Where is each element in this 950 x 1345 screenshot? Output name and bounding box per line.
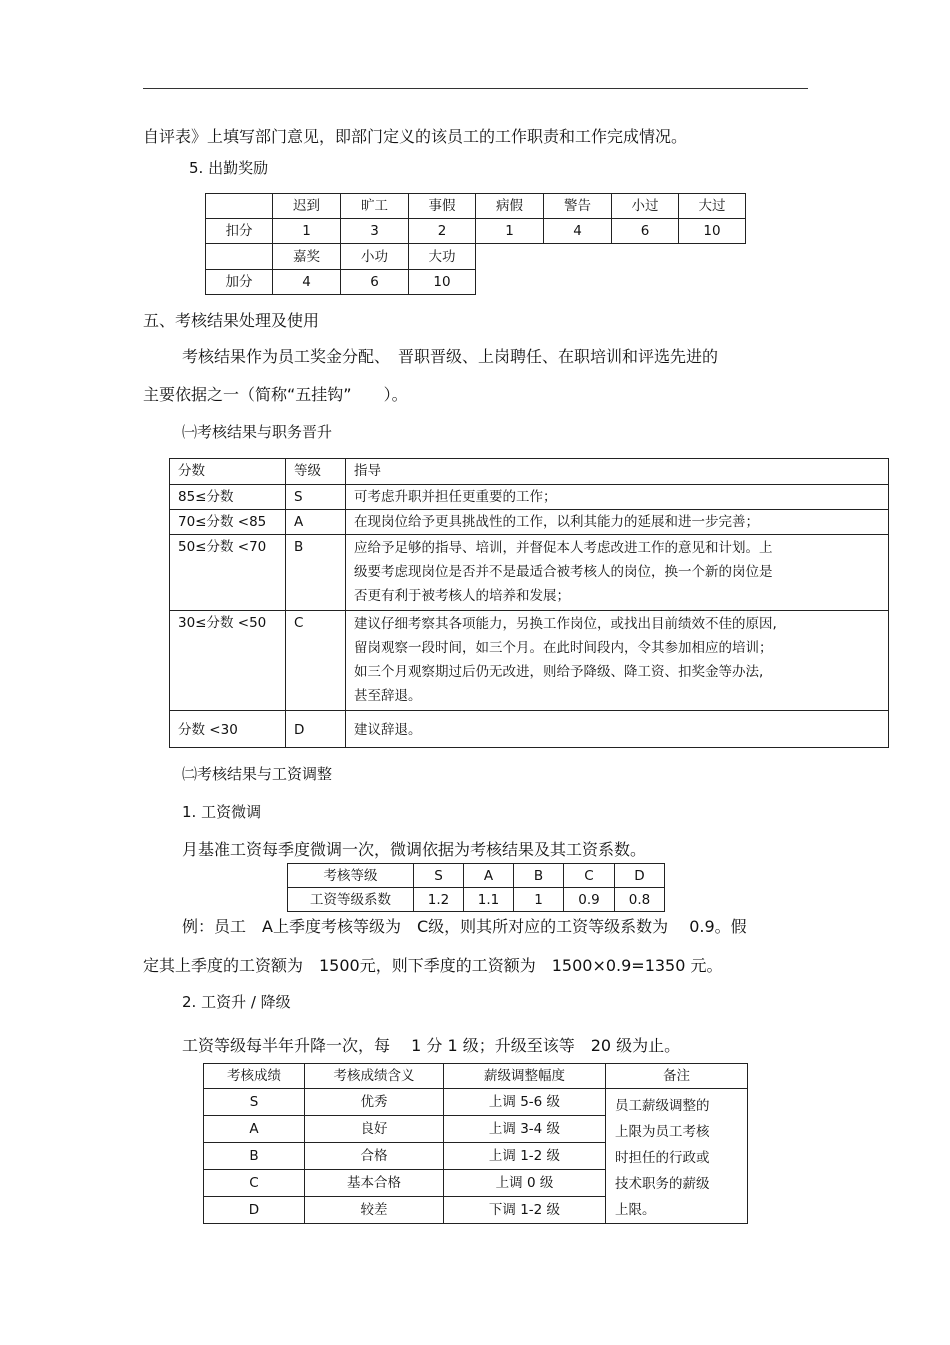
adjust-table — [203, 1063, 748, 1224]
salary-sub1-text: 月基准工资每季度微调一次，微调依据为考核结果及其工资系数。 — [182, 840, 647, 859]
header-rule — [143, 88, 808, 89]
table-cell: 小过 — [612, 194, 679, 219]
table-row — [170, 711, 889, 748]
table-cell: D — [286, 711, 346, 748]
table-cell: 优秀 — [305, 1089, 444, 1116]
attendance-row-header — [206, 194, 746, 219]
attendance-row-add — [206, 270, 746, 295]
guide-line: 否更有利于被考核人的培养和发展； — [354, 588, 570, 604]
table-cell: 合格 — [305, 1142, 444, 1169]
salary-sub2-text: 工资等级每半年升降一次，每 1 分 1 级；升级至该等 20 级为止。 — [182, 1036, 681, 1055]
note-line: 技术职务的薪级 — [615, 1176, 710, 1192]
table-cell: 旷工 — [341, 194, 409, 219]
table-cell: S — [286, 485, 346, 510]
table-cell: 良好 — [305, 1116, 444, 1142]
example-line1: 例：员工 A上季度考核等级为 C级，则其所对应的工资等级系数为 0.9。假 — [182, 917, 747, 936]
table-cell: 上调 1-2 级 — [444, 1142, 606, 1169]
promotion-table — [169, 458, 889, 748]
table-cell: 6 — [612, 219, 679, 244]
table-header: 备注 — [606, 1064, 748, 1089]
table-row — [170, 611, 889, 711]
table-cell: 警告 — [544, 194, 612, 219]
guide-line: 留岗观察一段时间，如三个月。在此时间段内，令其参加相应的培训； — [354, 640, 773, 656]
table-cell: 3 — [341, 219, 409, 244]
table-cell: 6 — [341, 270, 409, 295]
table-cell: 1.1 — [464, 888, 514, 912]
guide-line: 如三个月观察期过后仍无改进，则给予降级、降工资、扣奖金等办法, — [354, 664, 764, 680]
table-header: B — [514, 864, 564, 888]
table-cell — [346, 535, 889, 611]
table-cell — [346, 611, 889, 711]
table-cell: A — [286, 510, 346, 535]
attendance-row-header2 — [206, 244, 746, 270]
table-cell: 1 — [514, 888, 564, 912]
note-cell — [606, 1089, 748, 1224]
table-cell: 下调 1-2 级 — [444, 1196, 606, 1223]
table-cell: 4 — [273, 270, 341, 295]
table-cell: 4 — [544, 219, 612, 244]
table-row — [204, 1089, 748, 1116]
table-header: 考核成绩 — [204, 1064, 305, 1089]
table-cell: 上调 3-4 级 — [444, 1116, 606, 1142]
table-cell: 1.2 — [414, 888, 464, 912]
table-cell: 10 — [409, 270, 476, 295]
table-cell: 10 — [679, 219, 746, 244]
coef-header-row — [288, 864, 665, 888]
table-cell: 病假 — [476, 194, 544, 219]
table-header: 薪级调整幅度 — [444, 1064, 606, 1089]
table-cell: C — [286, 611, 346, 711]
attendance-table — [205, 193, 746, 295]
table-cell: 大过 — [679, 194, 746, 219]
table-header: 分数 — [170, 459, 286, 485]
table-cell: C — [204, 1170, 305, 1196]
table-cell: 迟到 — [273, 194, 341, 219]
note-line: 员工薪级调整的 — [615, 1098, 710, 1114]
table-cell — [206, 244, 273, 270]
guide-line: 应给予足够的指导、培训，并督促本人考虑改进工作的意见和计划。上 — [354, 540, 773, 556]
example-line2: 定其上季度的工资额为 1500元，则下季度的工资额为 1500×0.9=1350 元。 — [143, 956, 723, 975]
table-cell: 大功 — [409, 244, 476, 270]
guide-line: 级要考虑现岗位是否并不是最适合被考核人的岗位，换一个新的岗位是 — [354, 564, 773, 580]
guide-line: 建议仔细考察其各项能力，另换工作岗位，或找出目前绩效不佳的原因, — [354, 616, 777, 632]
table-cell: 70≤分数 <85 — [170, 510, 286, 535]
section5-heading: 五、考核结果处理及使用 — [143, 311, 320, 330]
table-row — [170, 485, 889, 510]
coef-value-row — [288, 888, 665, 912]
promotion-heading: ㈠考核结果与职务晋升 — [182, 423, 333, 441]
table-cell: 85≤分数 — [170, 485, 286, 510]
table-header: D — [615, 864, 665, 888]
table-cell: 50≤分数 <70 — [170, 535, 286, 611]
table-header: 考核成绩含义 — [305, 1064, 444, 1089]
table-header: 等级 — [286, 459, 346, 485]
coef-table — [287, 863, 665, 912]
intro-line: 自评表》上填写部门意见，即部门定义的该员工的工作职责和工作完成情况。 — [143, 127, 688, 146]
table-cell: 在现岗位给予更具挑战性的工作，以利其能力的延展和进一步完善； — [346, 510, 889, 535]
table-cell: 上调 0 级 — [444, 1170, 606, 1196]
table-header: S — [414, 864, 464, 888]
note-line: 时担任的行政或 — [615, 1150, 710, 1166]
section5-para-line1: 考核结果作为员工奖金分配、 晋职晋级、上岗聘任、在职培训和评选先进的 — [182, 347, 719, 366]
table-cell: 扣分 — [206, 219, 273, 244]
table-blank — [476, 244, 746, 270]
note-line: 上限为员工考核 — [615, 1124, 710, 1140]
table-cell: 小功 — [341, 244, 409, 270]
guide-line: 甚至辞退。 — [354, 688, 422, 704]
table-cell: 0.9 — [564, 888, 615, 912]
salary-sub1: 1. 工资微调 — [182, 803, 262, 821]
table-cell: 1 — [273, 219, 341, 244]
table-cell — [206, 194, 273, 219]
table-cell: 事假 — [409, 194, 476, 219]
table-cell: 2 — [409, 219, 476, 244]
adjust-header-row — [204, 1064, 748, 1089]
table-cell: 较差 — [305, 1196, 444, 1223]
table-cell: B — [286, 535, 346, 611]
table-cell: 0.8 — [615, 888, 665, 912]
table-header: C — [564, 864, 615, 888]
table-cell: 基本合格 — [305, 1170, 444, 1196]
table-cell: 30≤分数 <50 — [170, 611, 286, 711]
table-blank — [476, 270, 746, 295]
table-row — [170, 535, 889, 611]
section5-para-line2: 主要依据之一（简称“五挂钩” ）。 — [143, 385, 408, 404]
salary-heading: ㈡考核结果与工资调整 — [182, 765, 333, 783]
table-cell: 可考虑升职并担任更重要的工作； — [346, 485, 889, 510]
promotion-header-row — [170, 459, 889, 485]
table-cell: D — [204, 1196, 305, 1223]
table-cell: 分数 <30 — [170, 711, 286, 748]
table-header: A — [464, 864, 514, 888]
salary-sub2: 2. 工资升 / 降级 — [182, 993, 291, 1011]
note-line: 上限。 — [615, 1202, 656, 1218]
table-header: 指导 — [346, 459, 889, 485]
table-cell: S — [204, 1089, 305, 1116]
table-cell: 嘉奖 — [273, 244, 341, 270]
attendance-heading: 5. 出勤奖励 — [189, 159, 269, 177]
table-cell: 工资等级系数 — [288, 888, 414, 912]
table-cell: 上调 5-6 级 — [444, 1089, 606, 1116]
table-header: 考核等级 — [288, 864, 414, 888]
table-row — [170, 510, 889, 535]
attendance-row-deduct — [206, 219, 746, 244]
table-cell: 建议辞退。 — [346, 711, 889, 748]
table-cell: 1 — [476, 219, 544, 244]
table-cell: A — [204, 1116, 305, 1142]
table-cell: B — [204, 1142, 305, 1169]
table-cell: 加分 — [206, 270, 273, 295]
